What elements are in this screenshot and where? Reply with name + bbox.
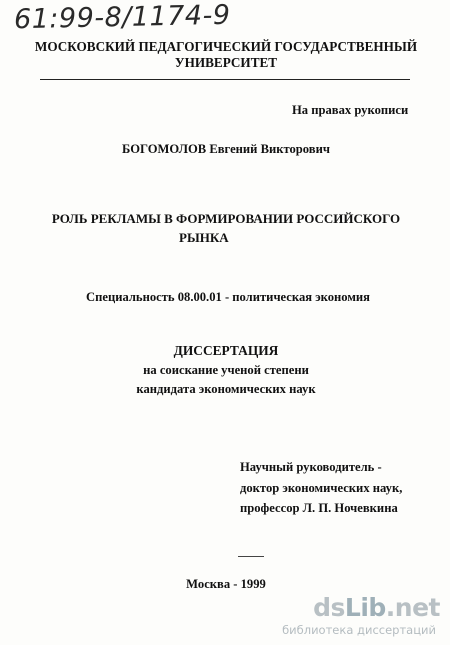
city-year: Москва - 1999: [186, 577, 266, 591]
supervisor-line1: Научный руководитель -: [240, 460, 382, 474]
watermark-brand-part3: .net: [385, 593, 440, 622]
watermark-subtitle: библиотека диссертаций: [282, 623, 436, 637]
specialty: Специальность 08.00.01 - политическая экономия: [86, 290, 370, 304]
supervisor-line3: профессор Л. П. Ночевкина: [240, 501, 398, 515]
thesis-title-line2: РЫНКА: [179, 230, 229, 245]
thesis-title-line1: РОЛЬ РЕКЛАМЫ В ФОРМИРОВАНИИ РОССИЙСКОГО: [51, 211, 401, 226]
watermark-brand-part2: Lib: [344, 593, 386, 622]
university-name-line2: УНИВЕРСИТЕТ: [174, 55, 278, 70]
author-name: БОГОМОЛОВ Евгений Викторович: [122, 142, 330, 156]
supervisor-line2: доктор экономических наук,: [240, 481, 403, 495]
watermark-logo: [313, 593, 440, 622]
watermark-brand-part1: ds: [313, 593, 345, 622]
degree-line2: кандидата экономических наук: [136, 382, 316, 396]
dissertation-heading: ДИССЕРТАЦИЯ: [173, 343, 279, 358]
footer-mark: [238, 556, 264, 557]
header-divider: [40, 79, 410, 80]
degree-line1: на соискание ученой степени: [143, 363, 309, 377]
manuscript-note: На правах рукописи: [292, 103, 409, 117]
university-name-line1: МОСКОВСКИЙ ПЕДАГОГИЧЕСКИЙ ГОСУДАРСТВЕННЫЙ: [34, 39, 418, 54]
archive-number-handwritten: 61:99-8/1174-9: [13, 0, 231, 36]
